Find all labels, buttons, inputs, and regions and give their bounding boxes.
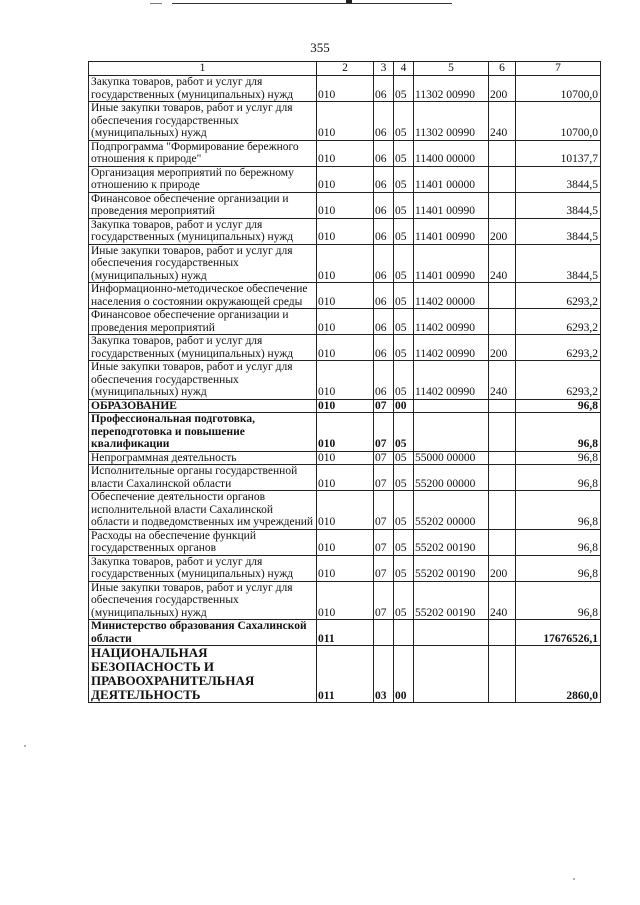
- row-expense-type-cell: 200: [489, 218, 516, 244]
- row-subsection-cell: 00: [394, 646, 414, 703]
- table-row: [89, 76, 601, 102]
- table-header-row: [89, 62, 601, 76]
- header-cell: 7: [516, 62, 601, 76]
- row-amount-cell: 6293,2: [516, 335, 601, 361]
- row-code-cell: 010: [317, 166, 374, 192]
- row-target-article-cell: [414, 620, 489, 646]
- row-name-cell: Министерство образования Сахалинской области: [89, 620, 317, 646]
- table-row: [89, 465, 601, 491]
- row-amount-cell: 96,8: [516, 465, 601, 491]
- row-target-article-cell: 55200 00000: [414, 465, 489, 491]
- row-name-cell: Закупка товаров, работ и услуг для государственных (муниципальных) нужд: [89, 335, 317, 361]
- row-target-article-cell: 11401 00000: [414, 166, 489, 192]
- row-expense-type-cell: [489, 465, 516, 491]
- table-row: [89, 218, 601, 244]
- row-target-article-cell: [414, 413, 489, 452]
- row-target-article-cell: 55202 00000: [414, 491, 489, 530]
- row-section-cell: 06: [374, 140, 394, 166]
- row-section-cell: 06: [374, 309, 394, 335]
- row-name-cell: Закупка товаров, работ и услуг для государственных (муниципальных) нужд: [89, 555, 317, 581]
- row-name-cell: Профессиональная подготовка, переподготовка и повышение квалификации: [89, 413, 317, 452]
- row-expense-type-cell: [489, 309, 516, 335]
- row-expense-type-cell: [489, 451, 516, 465]
- header-cell: 6: [489, 62, 516, 76]
- row-name-cell: Информационно-методическое обеспечение населения о состоянии окружающей среды: [89, 283, 317, 309]
- row-section-cell: 03: [374, 646, 394, 703]
- row-expense-type-cell: [489, 646, 516, 703]
- row-amount-cell: 96,8: [516, 399, 601, 413]
- row-subsection-cell: 05: [394, 451, 414, 465]
- row-target-article-cell: 11402 00000: [414, 283, 489, 309]
- row-name-cell: Иные закупки товаров, работ и услуг для обеспечения государственных (муниципальных) нужд: [89, 244, 317, 283]
- row-code-cell: 010: [317, 581, 374, 620]
- table-row: [89, 283, 601, 309]
- row-section-cell: 07: [374, 529, 394, 555]
- row-expense-type-cell: 200: [489, 555, 516, 581]
- row-name-cell: Финансовое обеспечение организации и проведения мероприятий: [89, 309, 317, 335]
- row-subsection-cell: 05: [394, 491, 414, 530]
- budget-table-body: [89, 62, 601, 703]
- row-section-cell: 07: [374, 399, 394, 413]
- table-row: [89, 192, 601, 218]
- scan-speck: [24, 745, 26, 747]
- table-row: [89, 361, 601, 400]
- row-expense-type-cell: 240: [489, 244, 516, 283]
- row-amount-cell: 96,8: [516, 555, 601, 581]
- table-row: [89, 620, 601, 646]
- row-target-article-cell: 55202 00190: [414, 555, 489, 581]
- row-name-cell: ОБРАЗОВАНИЕ: [89, 399, 317, 413]
- row-subsection-cell: 05: [394, 361, 414, 400]
- row-code-cell: 010: [317, 465, 374, 491]
- row-amount-cell: 10137,7: [516, 140, 601, 166]
- row-section-cell: 07: [374, 581, 394, 620]
- row-amount-cell: 3844,5: [516, 218, 601, 244]
- row-section-cell: 07: [374, 555, 394, 581]
- row-name-cell: Исполнительные органы государственной власти Сахалинской области: [89, 465, 317, 491]
- row-subsection-cell: 05: [394, 413, 414, 452]
- table-row: [89, 244, 601, 283]
- row-code-cell: 010: [317, 555, 374, 581]
- row-amount-cell: 96,8: [516, 529, 601, 555]
- row-section-cell: 06: [374, 192, 394, 218]
- row-name-cell: Закупка товаров, работ и услуг для государственных (муниципальных) нужд: [89, 76, 317, 102]
- row-name-cell: Обеспечение деятельности органов исполнительной власти Сахалинской области и подведомственных им учреждений: [89, 491, 317, 530]
- table-row: [89, 140, 601, 166]
- row-expense-type-cell: 240: [489, 581, 516, 620]
- header-cell: 5: [414, 62, 489, 76]
- row-amount-cell: 3844,5: [516, 166, 601, 192]
- scan-top-rule: [172, 3, 452, 4]
- row-amount-cell: 6293,2: [516, 283, 601, 309]
- row-amount-cell: 3844,5: [516, 244, 601, 283]
- row-target-article-cell: 11302 00990: [414, 76, 489, 102]
- row-code-cell: 011: [317, 620, 374, 646]
- row-subsection-cell: 05: [394, 309, 414, 335]
- row-section-cell: 06: [374, 335, 394, 361]
- row-target-article-cell: 11302 00990: [414, 102, 489, 141]
- row-amount-cell: 10700,0: [516, 76, 601, 102]
- row-expense-type-cell: 200: [489, 76, 516, 102]
- row-expense-type-cell: [489, 529, 516, 555]
- row-name-cell: Организация мероприятий по бережному отношению к природе: [89, 166, 317, 192]
- table-row: [89, 335, 601, 361]
- row-expense-type-cell: [489, 166, 516, 192]
- row-expense-type-cell: 240: [489, 102, 516, 141]
- row-section-cell: 07: [374, 413, 394, 452]
- row-amount-cell: 96,8: [516, 413, 601, 452]
- row-target-article-cell: 55000 00000: [414, 451, 489, 465]
- row-amount-cell: 3844,5: [516, 192, 601, 218]
- row-subsection-cell: 05: [394, 102, 414, 141]
- row-amount-cell: 96,8: [516, 581, 601, 620]
- row-expense-type-cell: [489, 620, 516, 646]
- row-code-cell: 010: [317, 140, 374, 166]
- row-amount-cell: 6293,2: [516, 361, 601, 400]
- table-row: [89, 309, 601, 335]
- row-amount-cell: 17676526,1: [516, 620, 601, 646]
- row-expense-type-cell: [489, 413, 516, 452]
- scan-top-mark: [346, 0, 352, 3]
- row-section-cell: 07: [374, 465, 394, 491]
- table-row: [89, 102, 601, 141]
- row-section-cell: 07: [374, 491, 394, 530]
- row-code-cell: 010: [317, 399, 374, 413]
- table-row: [89, 581, 601, 620]
- row-name-cell: Иные закупки товаров, работ и услуг для обеспечения государственных (муниципальных) нужд: [89, 361, 317, 400]
- row-name-cell: Подпрограмма "Формирование бережного отношения к природе": [89, 140, 317, 166]
- table-row: [89, 413, 601, 452]
- row-section-cell: 06: [374, 283, 394, 309]
- row-name-cell: Иные закупки товаров, работ и услуг для обеспечения государственных (муниципальных) нужд: [89, 102, 317, 141]
- row-target-article-cell: 11402 00990: [414, 309, 489, 335]
- row-subsection-cell: 05: [394, 465, 414, 491]
- row-amount-cell: 2860,0: [516, 646, 601, 703]
- row-amount-cell: 96,8: [516, 451, 601, 465]
- table-row: [89, 451, 601, 465]
- row-code-cell: 010: [317, 218, 374, 244]
- header-cell: 1: [89, 62, 317, 76]
- row-code-cell: 011: [317, 646, 374, 703]
- row-target-article-cell: [414, 399, 489, 413]
- scan-speck: [573, 878, 575, 880]
- table-row: [89, 166, 601, 192]
- row-subsection-cell: 05: [394, 529, 414, 555]
- table-row: [89, 491, 601, 530]
- header-cell: 3: [374, 62, 394, 76]
- header-cell: 2: [317, 62, 374, 76]
- row-code-cell: 010: [317, 192, 374, 218]
- row-name-cell: Иные закупки товаров, работ и услуг для обеспечения государственных (муниципальных) нужд: [89, 581, 317, 620]
- row-target-article-cell: 11401 00990: [414, 218, 489, 244]
- row-code-cell: 010: [317, 76, 374, 102]
- row-subsection-cell: [394, 620, 414, 646]
- row-code-cell: 010: [317, 335, 374, 361]
- row-amount-cell: 6293,2: [516, 309, 601, 335]
- row-target-article-cell: [414, 646, 489, 703]
- row-section-cell: 06: [374, 218, 394, 244]
- row-name-cell: Расходы на обеспечение функций государственных органов: [89, 529, 317, 555]
- row-subsection-cell: 05: [394, 166, 414, 192]
- row-subsection-cell: 00: [394, 399, 414, 413]
- row-section-cell: 06: [374, 244, 394, 283]
- row-name-cell: Закупка товаров, работ и услуг для государственных (муниципальных) нужд: [89, 218, 317, 244]
- scan-top-dash: [150, 3, 162, 4]
- budget-table: [88, 61, 601, 703]
- row-subsection-cell: 05: [394, 218, 414, 244]
- table-row: [89, 555, 601, 581]
- page-number: 355: [310, 40, 330, 55]
- row-subsection-cell: 05: [394, 555, 414, 581]
- row-subsection-cell: 05: [394, 581, 414, 620]
- table-row: [89, 529, 601, 555]
- row-target-article-cell: 11402 00990: [414, 335, 489, 361]
- row-subsection-cell: 05: [394, 140, 414, 166]
- row-expense-type-cell: [489, 140, 516, 166]
- row-target-article-cell: 55202 00190: [414, 581, 489, 620]
- row-name-cell: Непрограммная деятельность: [89, 451, 317, 465]
- row-subsection-cell: 05: [394, 283, 414, 309]
- row-expense-type-cell: 240: [489, 361, 516, 400]
- row-subsection-cell: 05: [394, 335, 414, 361]
- row-section-cell: 07: [374, 451, 394, 465]
- row-section-cell: [374, 620, 394, 646]
- row-code-cell: 010: [317, 491, 374, 530]
- row-name-cell: НАЦИОНАЛЬНАЯ БЕЗОПАСНОСТЬ И ПРАВООХРАНИТЕЛЬНАЯ ДЕЯТЕЛЬНОСТЬ: [89, 646, 317, 703]
- row-subsection-cell: 05: [394, 192, 414, 218]
- row-code-cell: 010: [317, 283, 374, 309]
- row-section-cell: 06: [374, 76, 394, 102]
- row-section-cell: 06: [374, 361, 394, 400]
- row-amount-cell: 96,8: [516, 491, 601, 530]
- row-code-cell: 010: [317, 244, 374, 283]
- row-amount-cell: 10700,0: [516, 102, 601, 141]
- row-code-cell: 010: [317, 413, 374, 452]
- row-expense-type-cell: [489, 192, 516, 218]
- header-cell: 4: [394, 62, 414, 76]
- row-code-cell: 010: [317, 529, 374, 555]
- row-section-cell: 06: [374, 102, 394, 141]
- row-subsection-cell: 05: [394, 76, 414, 102]
- row-target-article-cell: 55202 00190: [414, 529, 489, 555]
- row-expense-type-cell: 200: [489, 335, 516, 361]
- row-expense-type-cell: [489, 283, 516, 309]
- row-code-cell: 010: [317, 361, 374, 400]
- row-code-cell: 010: [317, 309, 374, 335]
- row-target-article-cell: 11400 00000: [414, 140, 489, 166]
- row-target-article-cell: 11401 00990: [414, 244, 489, 283]
- row-target-article-cell: 11401 00990: [414, 192, 489, 218]
- row-section-cell: 06: [374, 166, 394, 192]
- row-name-cell: Финансовое обеспечение организации и проведения мероприятий: [89, 192, 317, 218]
- row-code-cell: 010: [317, 102, 374, 141]
- table-row: [89, 399, 601, 413]
- row-expense-type-cell: [489, 399, 516, 413]
- row-target-article-cell: 11402 00990: [414, 361, 489, 400]
- row-code-cell: 010: [317, 451, 374, 465]
- row-subsection-cell: 05: [394, 244, 414, 283]
- table-row: [89, 646, 601, 703]
- row-expense-type-cell: [489, 491, 516, 530]
